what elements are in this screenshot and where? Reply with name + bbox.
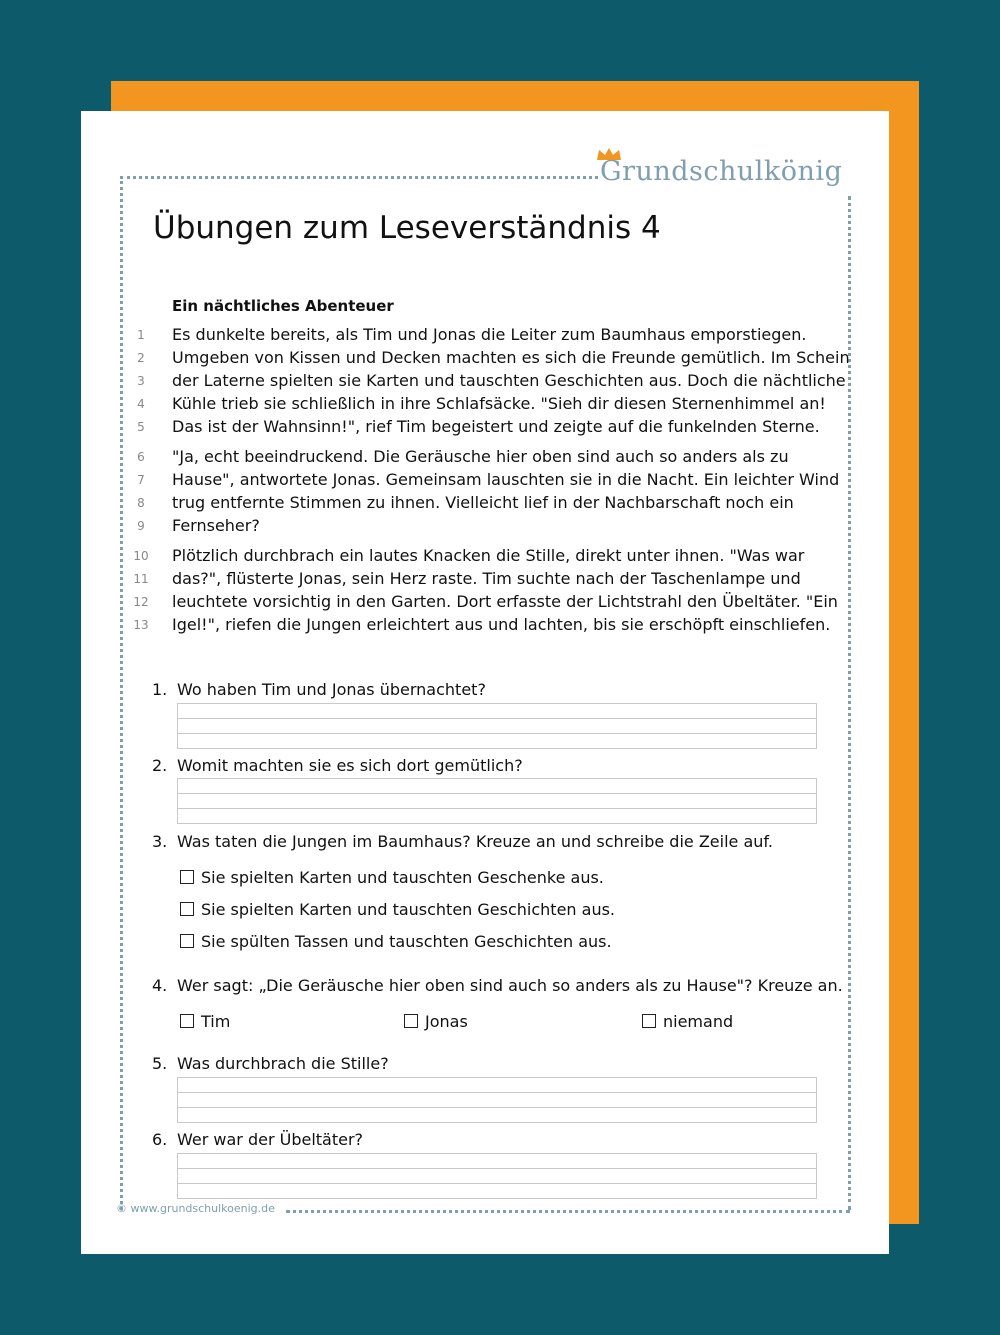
line-number: 12 [133, 595, 149, 609]
story-line: Igel!", riefen die Jungen erleichtert aus und lachten, bis sie erschöpft einschliefen. [172, 615, 831, 634]
option-2[interactable] [180, 900, 615, 919]
checkbox-icon[interactable] [180, 1014, 194, 1028]
dotted-frame-left [120, 176, 123, 1210]
question-number: 2. [152, 756, 168, 775]
line-number: 3 [137, 374, 145, 388]
checkbox-icon[interactable] [642, 1014, 656, 1028]
question-5: Was durchbrach die Stille? [177, 1054, 389, 1073]
question-number: 4. [152, 976, 168, 995]
question-number: 5. [152, 1054, 168, 1073]
option-1[interactable] [180, 868, 604, 887]
answer-lines-5[interactable] [177, 1077, 817, 1123]
question-2: Womit machten sie es sich dort gemütlich? [177, 756, 523, 775]
story-line: das?", flüsterte Jonas, sein Herz raste. Tim suchte nach der Taschenlampe und [172, 569, 801, 588]
line-number: 10 [133, 549, 149, 563]
story-line: Kühle trieb sie schließlich in ihre Schlafsäcke. "Sieh dir diesen Sternenhimmel an! [172, 394, 826, 413]
dotted-frame-top [120, 176, 598, 179]
footer-url: © www.grundschulkoenig.de [116, 1202, 275, 1215]
line-number: 1 [137, 328, 145, 342]
question-3: Was taten die Jungen im Baumhaus? Kreuze an und schreibe die Zeile auf. [177, 832, 773, 851]
option-label: Jonas [425, 1012, 468, 1031]
line-number: 8 [137, 496, 145, 510]
line-number: 7 [137, 473, 145, 487]
question-number: 1. [152, 680, 168, 699]
checkbox-icon[interactable] [180, 934, 194, 948]
brand-logo: Grundschulkönig [600, 156, 843, 187]
question-1: Wo haben Tim und Jonas übernachtet? [177, 680, 486, 699]
question-6: Wer war der Übeltäter? [177, 1130, 364, 1149]
option-label: Tim [201, 1012, 231, 1031]
story-line: Umgeben von Kissen und Decken machten es sich die Freunde gemütlich. Im Schein [172, 348, 850, 367]
line-number: 13 [133, 618, 149, 632]
option-label: Sie spülten Tassen und tauschten Geschichten aus. [201, 932, 612, 951]
question-4: Wer sagt: „Die Geräusche hier oben sind auch so anders als zu Hause"? Kreuze an. [177, 976, 843, 995]
checkbox-icon[interactable] [404, 1014, 418, 1028]
option-label: Sie spielten Karten und tauschten Geschichten aus. [201, 900, 616, 919]
story-line: trug entfernte Stimmen zu ihnen. Vielleicht lief in der Nachbarschaft noch ein [172, 493, 794, 512]
story-line: Das ist der Wahnsinn!", rief Tim begeistert und zeigte auf die funkelnden Sterne. [172, 417, 820, 436]
story-line: leuchtete vorsichtig in den Garten. Dort erfasste der Lichtstrahl den Übeltäter. "Ein [172, 592, 838, 611]
story-line: Es dunkelte bereits, als Tim und Jonas die Leiter zum Baumhaus emporstiegen. [172, 325, 807, 344]
line-number: 4 [137, 397, 145, 411]
answer-lines-1[interactable] [177, 703, 817, 749]
option-label: Sie spielten Karten und tauschten Geschenke aus. [201, 868, 604, 887]
option-tim[interactable] [180, 1012, 230, 1031]
line-number: 11 [133, 572, 149, 586]
line-number: 6 [137, 450, 145, 464]
option-jonas[interactable] [404, 1012, 468, 1031]
option-niemand[interactable] [642, 1012, 733, 1031]
line-number: 9 [137, 519, 145, 533]
story-line: Plötzlich durchbrach ein lautes Knacken die Stille, direkt unter ihnen. "Was war [172, 546, 805, 565]
story-line: Hause", antwortete Jonas. Gemeinsam lauschten sie in die Nacht. Ein leichter Wind [172, 470, 840, 489]
checkbox-icon[interactable] [180, 870, 194, 884]
line-number: 2 [137, 351, 145, 365]
question-number: 6. [152, 1130, 168, 1149]
story-line: Fernseher? [172, 516, 260, 535]
story-line: "Ja, echt beeindruckend. Die Geräusche hier oben sind auch so anders als zu [172, 447, 789, 466]
checkbox-icon[interactable] [180, 902, 194, 916]
story-line: der Laterne spielten sie Karten und tauschten Geschichten aus. Doch die nächtliche [172, 371, 846, 390]
answer-lines-6[interactable] [177, 1153, 817, 1199]
option-3[interactable] [180, 932, 612, 951]
line-number: 5 [137, 420, 145, 434]
dotted-frame-bottom [286, 1210, 850, 1213]
question-number: 3. [152, 832, 168, 851]
answer-lines-2[interactable] [177, 778, 817, 824]
option-label: niemand [663, 1012, 734, 1031]
story-title: Ein nächtliches Abenteuer [172, 297, 394, 315]
page-title: Übungen zum Leseverständnis 4 [153, 210, 661, 246]
